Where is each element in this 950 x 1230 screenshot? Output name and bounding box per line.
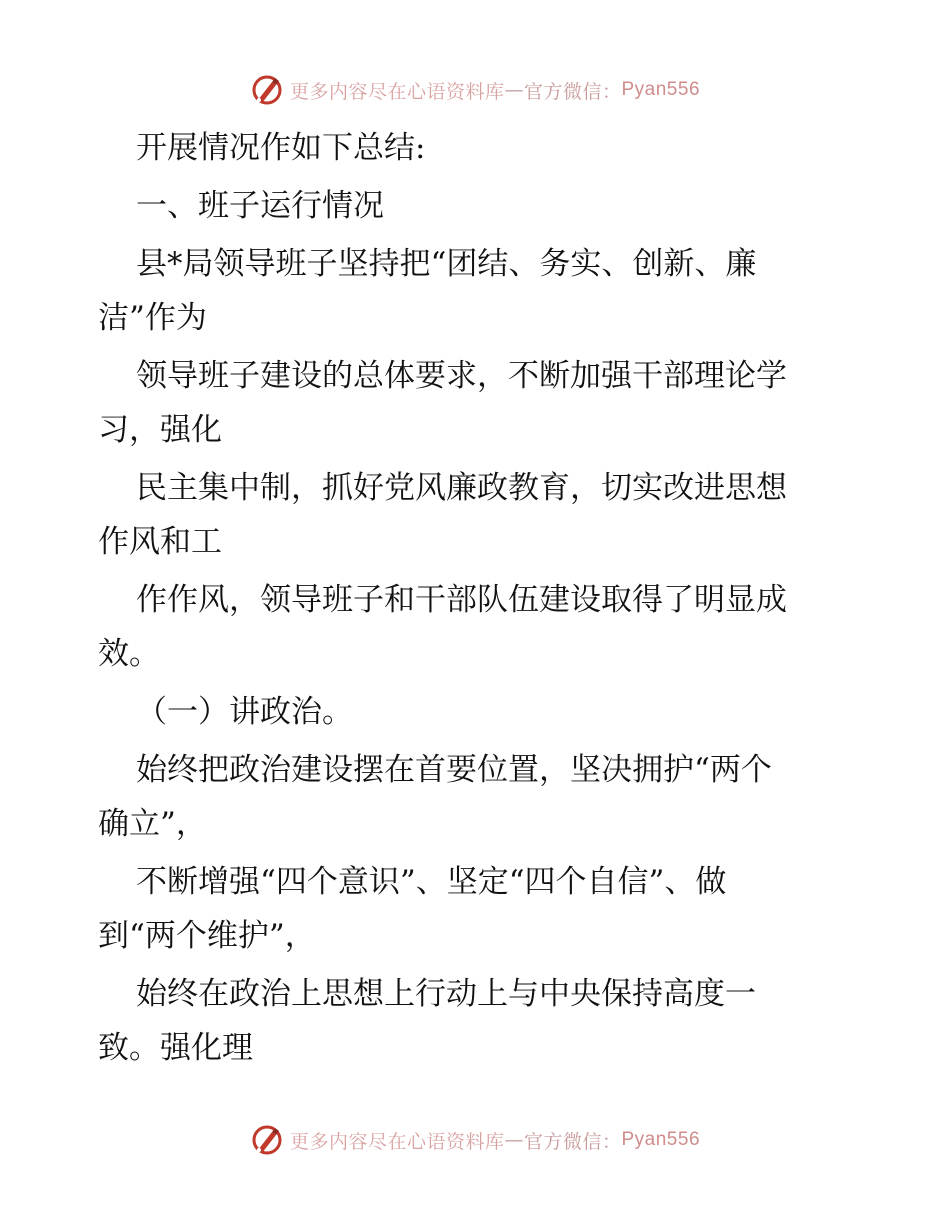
text-line: 民主集中制，抓好党风廉政教育，切实改进思想 [136,470,787,506]
header-banner-dash: — [504,79,524,101]
footer-banner [0,1120,950,1160]
text-line: 作风和工 [98,524,222,560]
text-line: 不断增强“四个意识”、坚定“四个自信”、做 [136,864,727,900]
text-line: 始终在政治上思想上行动上与中央保持高度一 [136,976,756,1012]
header-banner [0,70,950,110]
text-line: 始终把政治建设摆在首要位置，坚决拥护“两个 [136,752,772,788]
header-banner-text: 更多内容尽在心语资料库 [289,80,505,103]
footer-banner-dash: — [504,1129,524,1151]
footer-banner-wechat-label: 官方微信： [523,1130,622,1153]
text-line: 县*局领导班子坚持把“团结、务实、创新、廉 [136,246,757,282]
pen-logo-icon [250,73,284,107]
text-line: 到“两个维护”， [98,918,316,954]
text-line: 习，强化 [98,412,222,448]
text-line: 作作风，领导班子和干部队伍建设取得了明显成 [136,582,787,618]
header-banner-wechat-label: 官方微信： [523,80,622,103]
text-line: 开展情况作如下总结: [136,130,426,166]
text-line: 致。强化理 [98,1030,253,1066]
header-banner-wechat-id: Pyan556 [621,79,701,100]
footer-banner-wechat-id: Pyan556 [621,1129,701,1150]
section-heading: 一、班子运行情况 [136,188,384,224]
text-line: 洁”作为 [98,300,207,336]
text-line: 确立”， [98,806,207,842]
text-line: 领导班子建设的总体要求，不断加强干部理论学 [136,358,787,394]
subsection-heading: （一）讲政治。 [136,694,353,730]
pen-logo-icon [250,1123,284,1157]
footer-banner-text: 更多内容尽在心语资料库 [289,1130,505,1153]
text-line: 效。 [98,636,160,672]
document-body [98,125,858,1083]
